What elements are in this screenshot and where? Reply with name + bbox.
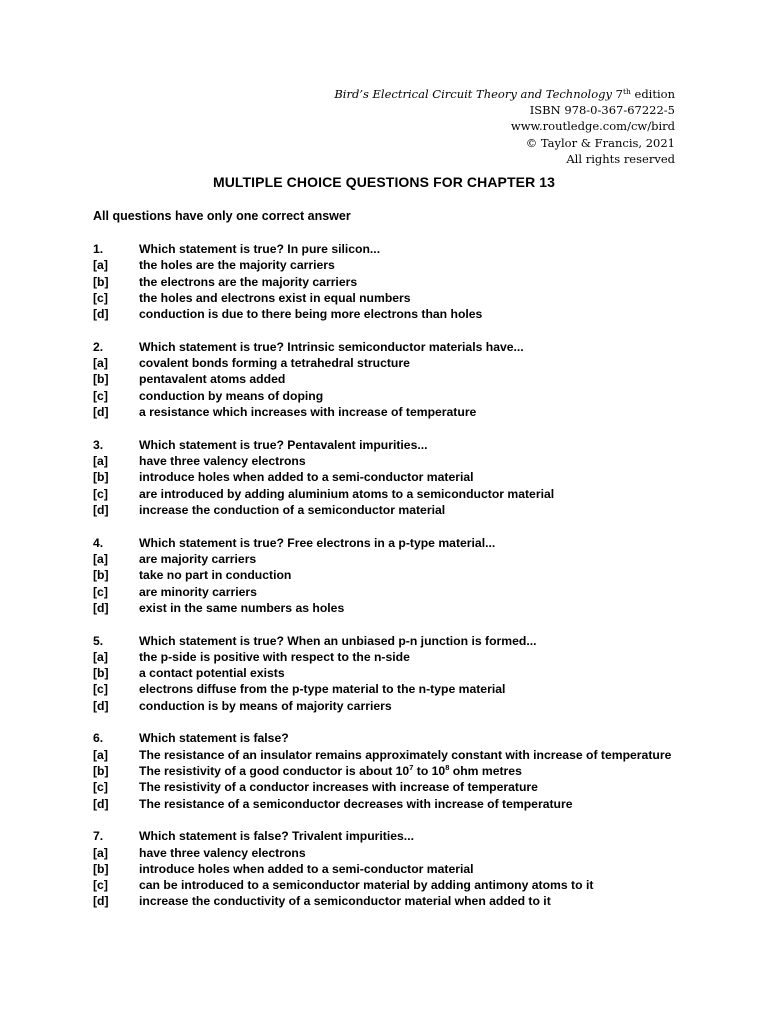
option-label: [b]: [93, 861, 109, 876]
question-7: [93, 828, 713, 909]
option-text: exist in the same numbers as holes: [139, 600, 345, 615]
option-row: [93, 877, 713, 893]
option-label: [c]: [93, 878, 108, 893]
option-label: [b]: [93, 763, 109, 778]
option-row: [93, 355, 713, 371]
option-label: [c]: [93, 780, 108, 795]
option-text: take no part in conduction: [139, 568, 292, 583]
option-label: [d]: [93, 307, 109, 322]
option-text-part: The resistivity of a good conductor is about 10: [139, 763, 410, 778]
option-row: [93, 649, 713, 665]
option-label: [b]: [93, 666, 109, 681]
option-row: [93, 681, 713, 697]
book-title-line: [334, 86, 675, 102]
isbn: ISBN 978-0-367-67222-5: [529, 103, 675, 118]
option-text: pentavalent atoms added: [139, 372, 286, 387]
option-text: The resistivity of a conductor increases with increase of temperature: [139, 780, 538, 795]
option-row: [93, 551, 713, 567]
option-label: [a]: [93, 356, 108, 371]
option-text: the p-side is positive with respect to the n-side: [139, 649, 410, 664]
book-title: Bird’s Electrical Circuit Theory and Technology: [334, 87, 613, 101]
option-label: [d]: [93, 600, 109, 615]
copyright: © Taylor & Francis, 2021: [525, 135, 675, 150]
question-stem: Which statement is true? When an unbiased p-n junction is formed...: [139, 633, 537, 648]
question-number: 1.: [93, 242, 104, 256]
instructions: All questions have only one correct answer: [93, 209, 351, 223]
question-stem: Which statement is false? Trivalent impurities...: [139, 829, 414, 844]
option-row: [93, 404, 713, 420]
question-stem-row: [93, 730, 713, 746]
option-row: [93, 371, 713, 387]
option-label: [a]: [93, 649, 108, 664]
option-text: introduce holes when added to a semi-conductor material: [139, 470, 474, 485]
question-number: 5.: [93, 633, 104, 648]
option-row: [93, 845, 713, 861]
option-label: [c]: [93, 388, 108, 403]
option-text: The resistance of an insulator remains approximately constant with increase of temperature: [139, 747, 672, 762]
option-text: the holes are the majority carriers: [139, 258, 335, 273]
option-row: [93, 796, 713, 812]
question-stem: Which statement is false?: [139, 731, 289, 746]
option-text-part: to 10: [413, 763, 446, 778]
option-label: [c]: [93, 682, 108, 697]
question-2: [93, 339, 713, 420]
exponent: 7: [409, 762, 414, 772]
option-row: [93, 502, 713, 518]
edition-word: edition: [634, 87, 675, 101]
option-row: [93, 453, 713, 469]
exponent: 8: [445, 762, 450, 772]
option-label: [a]: [93, 551, 108, 566]
option-row: [93, 469, 713, 485]
option-text: increase the conduction of a semiconductor material: [139, 502, 446, 517]
option-row: [93, 779, 713, 795]
option-row: [93, 257, 713, 273]
option-label: [b]: [93, 568, 109, 583]
question-stem-row: [93, 339, 713, 355]
question-number: 4.: [93, 535, 104, 550]
option-text: a resistance which increases with increase of temperature: [139, 405, 477, 420]
option-label: [c]: [93, 486, 108, 501]
option-row: [93, 861, 713, 877]
option-text: The resistance of a semiconductor decreases with increase of temperature: [139, 796, 573, 811]
question-stem: Which statement is true? Pentavalent impurities...: [139, 437, 428, 452]
option-row: [93, 388, 713, 404]
option-text: a contact potential exists: [139, 666, 285, 681]
option-text: are minority carriers: [139, 584, 257, 599]
question-stem-row: [93, 437, 713, 453]
option-row: [93, 584, 713, 600]
option-text-part: ohm metres: [449, 763, 522, 778]
option-row: [93, 306, 713, 322]
page-title: MULTIPLE CHOICE QUESTIONS FOR CHAPTER 13: [212, 174, 556, 190]
option-label: [a]: [93, 845, 108, 860]
question-5: [93, 633, 713, 714]
option-text: covalent bonds forming a tetrahedral structure: [139, 356, 410, 371]
option-text: increase the conductivity of a semiconductor material when added to it: [139, 894, 551, 909]
option-label: [b]: [93, 372, 109, 387]
option-label: [c]: [93, 584, 108, 599]
header-block: [334, 86, 675, 167]
option-text: [139, 763, 713, 779]
question-stem: Which statement is true? Intrinsic semiconductor materials have...: [139, 339, 524, 354]
question-3: [93, 437, 713, 518]
question-stem-row: [93, 241, 713, 257]
option-text: have three valency electrons: [139, 845, 306, 860]
option-text: introduce holes when added to a semi-conductor material: [139, 861, 474, 876]
question-number: 3.: [93, 437, 104, 452]
website-url: www.routledge.com/cw/bird: [510, 119, 675, 134]
option-text: are majority carriers: [139, 551, 257, 566]
option-label: [d]: [93, 796, 109, 811]
question-stem: Which statement is true? Free electrons in a p-type material...: [139, 535, 496, 550]
option-label: [c]: [93, 290, 108, 305]
rights-notice: All rights reserved: [566, 151, 675, 166]
edition-superscript: th: [623, 87, 631, 96]
option-text: have three valency electrons: [139, 454, 306, 469]
option-row: [93, 747, 713, 763]
option-row: [93, 274, 713, 290]
question-stem-row: [93, 535, 713, 551]
option-text: can be introduced to a semiconductor material by adding antimony atoms to it: [139, 878, 594, 893]
option-row: [93, 486, 713, 502]
option-row: [93, 893, 713, 909]
option-row: [93, 698, 713, 714]
question-number: 2.: [93, 339, 104, 354]
option-label: [a]: [93, 258, 108, 273]
option-text: the holes and electrons exist in equal numbers: [139, 290, 411, 305]
question-4: [93, 535, 713, 616]
option-label: [d]: [93, 502, 109, 517]
option-text: conduction is by means of majority carriers: [139, 698, 392, 713]
question-stem: Which statement is true? In pure silicon...: [139, 242, 381, 256]
option-label: [a]: [93, 454, 108, 469]
option-text: conduction is due to there being more electrons than holes: [139, 307, 483, 322]
question-1: [93, 241, 713, 322]
option-label: [d]: [93, 894, 109, 909]
option-label: [d]: [93, 405, 109, 420]
option-text: the electrons are the majority carriers: [139, 274, 358, 289]
option-row: [93, 600, 713, 616]
option-label: [b]: [93, 274, 109, 289]
option-label: [a]: [93, 747, 108, 762]
option-row: [93, 763, 713, 779]
question-number: 7.: [93, 829, 104, 844]
question-number: 6.: [93, 731, 104, 746]
option-row: [93, 567, 713, 583]
option-text: conduction by means of doping: [139, 388, 324, 403]
edition-number: 7: [615, 87, 623, 101]
option-row: [93, 665, 713, 681]
option-text: are introduced by adding aluminium atoms to a semiconductor material: [139, 486, 555, 501]
option-label: [b]: [93, 470, 109, 485]
option-label: [d]: [93, 698, 109, 713]
question-stem-row: [93, 633, 713, 649]
option-text: electrons diffuse from the p-type material to the n-type material: [139, 682, 506, 697]
question-list: [93, 241, 713, 926]
question-6: [93, 730, 713, 811]
option-row: [93, 290, 713, 306]
question-stem-row: [93, 828, 713, 844]
